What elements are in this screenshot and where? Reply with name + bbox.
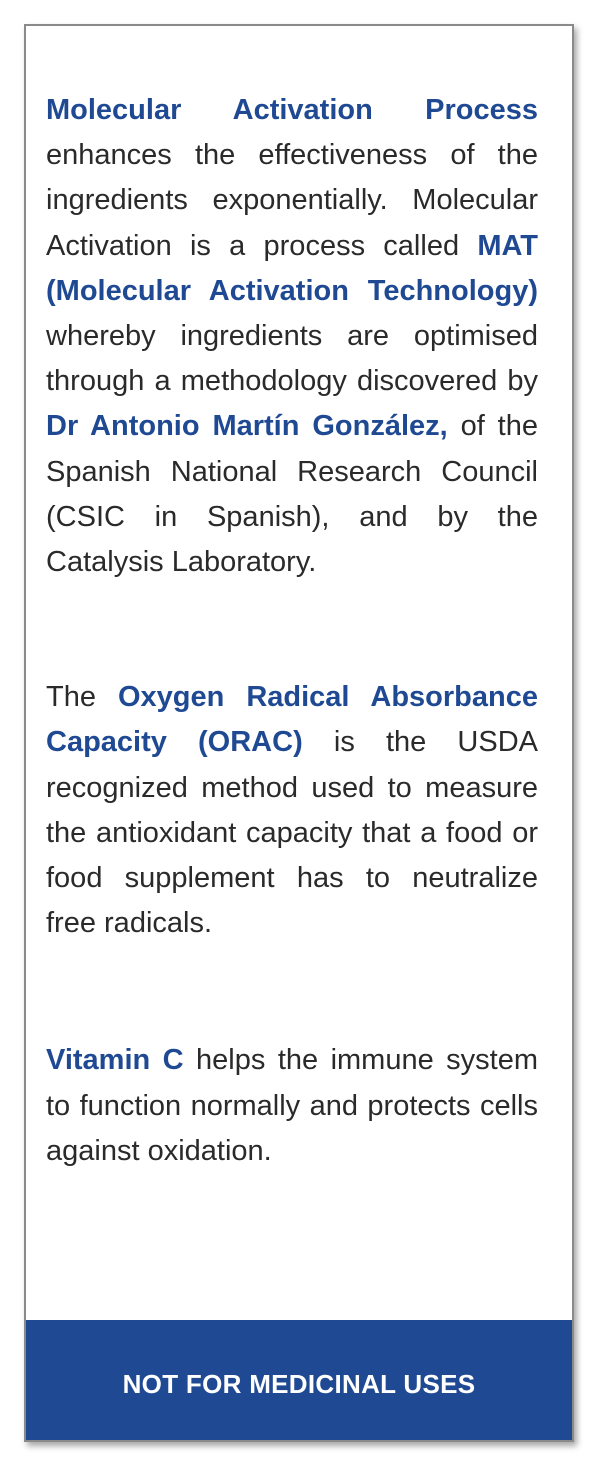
highlight-molecular-activation-process: Molecular Activation Process — [46, 94, 538, 126]
text-orac-1: The — [46, 681, 118, 714]
text-mat-3: of the Spanish National Research Council (CSIC in Spanish), and by the Catalysis Laboratory. — [46, 410, 538, 579]
paragraph-spacer — [46, 946, 538, 1038]
highlight-vitamin-c: Vitamin C — [46, 1044, 184, 1077]
text-mat-2: whereby ingredients are optimised through a methodology discovered by — [46, 320, 538, 398]
highlight-mat-technology: MAT (Molecular Activation Technology) — [46, 229, 538, 307]
warning-banner-text: NOT FOR MEDICINAL USES — [122, 1368, 476, 1399]
paragraph-mat — [46, 88, 538, 585]
text-orac-2: is the USDA recognized method used to measure the antioxidant capacity that a food or food supplement has to neutralize free radicals. — [46, 726, 538, 940]
paragraph-vitamin-c — [46, 1038, 538, 1174]
card-content — [46, 88, 538, 1174]
warning-banner — [26, 1320, 572, 1440]
highlight-dr-antonio: Dr Antonio Martín González, — [46, 410, 448, 443]
highlight-orac: Oxygen Radical Absorbance Capacity (ORAC) — [46, 681, 538, 759]
text-vitc-1: helps the immune system to function normally and protects cells against oxidation. — [46, 1044, 539, 1167]
paragraph-orac — [46, 675, 538, 946]
info-card — [24, 24, 574, 1442]
paragraph-spacer — [46, 585, 538, 675]
text-mat-1: enhances the effectiveness of the ingredients exponentially. Molecular Activation is a process called — [46, 139, 538, 262]
